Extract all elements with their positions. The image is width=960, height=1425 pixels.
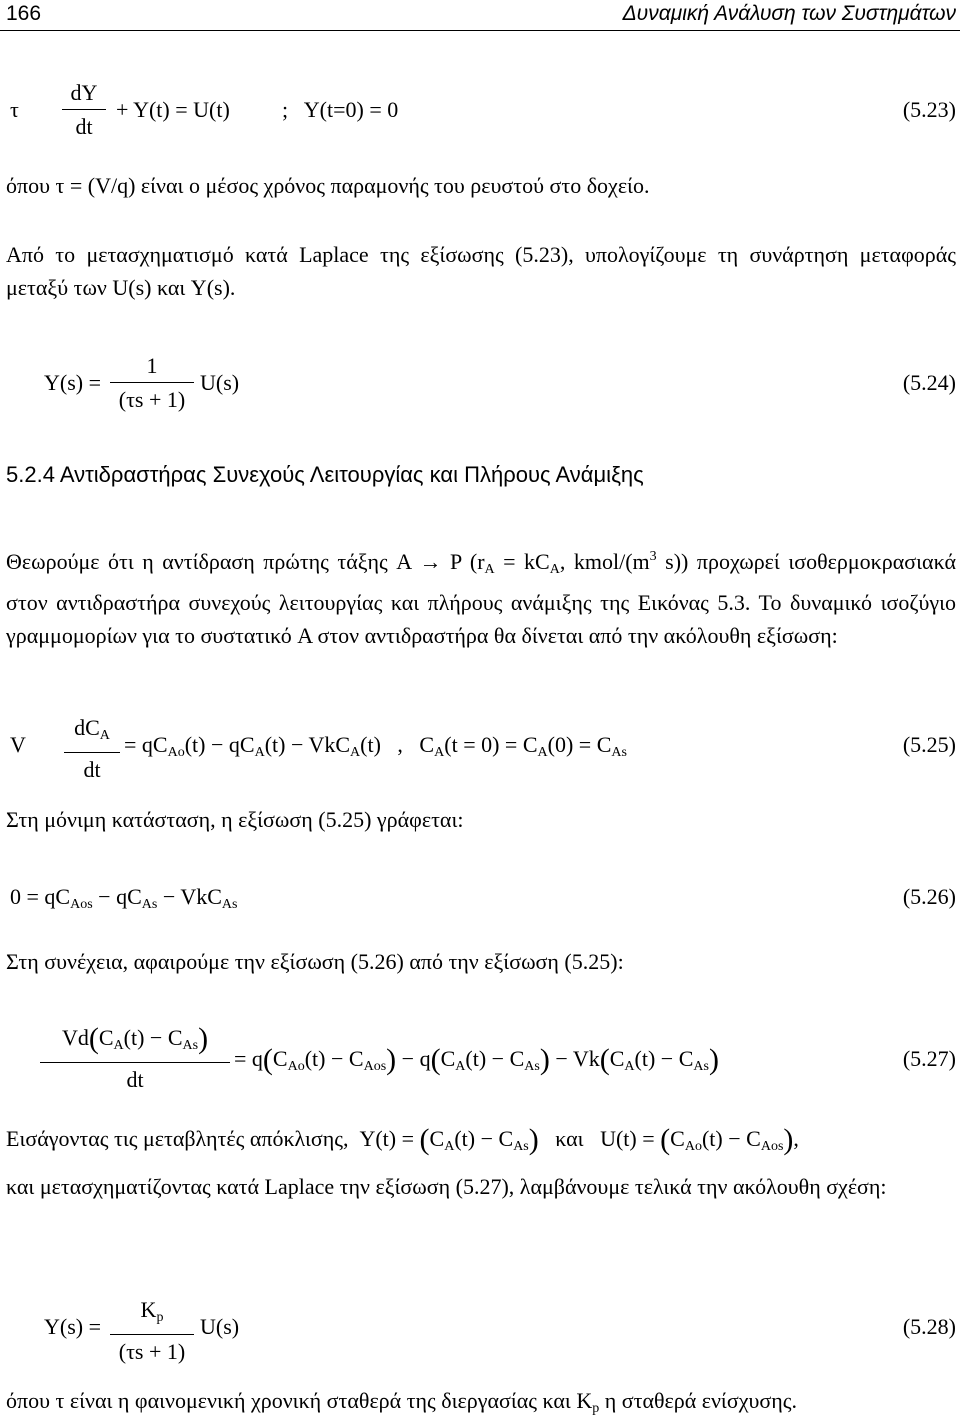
paragraph: όπου τ είναι η φαινομενική χρονική σταθερά της διεργασίας και $K_p$ η σταθερά ενίσχυσης. [6,1388,797,1416]
equation-number: (5.23) [902,97,956,122]
paragraph: Στη συνέχεια, αφαιρούμε την εξίσωση (5.26) από την εξίσωση (5.25): [6,949,624,974]
fraction: 1 (τs + 1) [110,353,194,413]
equation-number: (5.26) [902,884,956,909]
paragraph: όπου τ = (V/q) είναι ο μέσος χρόνος παραμονής του ρευστού στο δοχείο. [6,173,650,198]
fraction: $dC_A$ dt [64,715,120,783]
paragraph: Εισάγοντας τις μεταβλητές απόκλισης, $Y(t) = (C_A(t) - C_{As})$ και $U(t) = (C_{Ao}(t) - C_{Aos})$, [6,1123,799,1156]
equation-number: (5.28) [902,1314,956,1339]
header-rule [0,30,960,31]
page-number: 166 [6,2,42,25]
paragraph: και μετασχηματίζοντας κατά Laplace την εξίσωση (5.27), λαμβάνουμε τελικά την ακόλουθη σχέση: [6,1174,887,1199]
fraction-dy-dt: dY dt [62,80,106,140]
fraction: $K_p$ (τs + 1) [110,1297,194,1365]
running-title: Δυναμική Ανάλυση των Συστημάτων [622,2,956,25]
paragraph: Από το μετασχηματισμό κατά Laplace της εξίσωσης (5.23), υπολογίζουμε τη συνάρτηση μεταφοράς μεταξύ των U(s) και Y(s). [6,242,956,300]
equation-number: (5.24) [902,370,956,395]
equation-number: (5.27) [902,1046,956,1071]
equation-number: (5.25) [902,732,956,757]
fraction: $Vd(C_A(t) - C_{As})$ dt [40,1025,230,1093]
paragraph: Θεωρούμε ότι η αντίδραση πρώτης τάξης A → P ($r_A = kC_A$, kmol/($m^3$ s)) προχωρεί ισοθερμοκρασιακά στον αντιδραστήρα συνεχούς λειτουργίας και πλήρους ανάμιξης της Εικόνας 5.3. Το δυναμικό ισοζύγιο γραμμομορίων για το συστατικό A στον αντιδραστήρα θα δίνεται από την ακόλουθη εξίσωση: [6,549,956,648]
section-heading: 5.2.4 Αντιδραστήρας Συνεχούς Λειτουργίας και Πλήρους Ανάμιξης [6,462,644,487]
paragraph: Στη μόνιμη κατάσταση, η εξίσωση (5.25) γράφεται: [6,807,464,832]
